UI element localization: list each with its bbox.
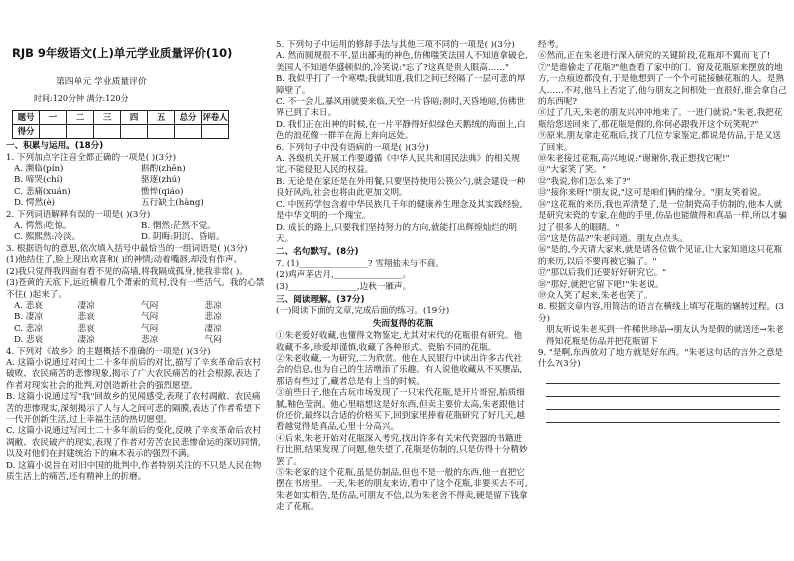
exam-time: 时间:120分钟 满分:120分 xyxy=(34,93,129,103)
answer-option: B. 凄凉 xyxy=(14,312,43,323)
score-table-cell: 三 xyxy=(94,111,121,125)
answer-option: 悲凉 xyxy=(141,335,159,346)
question-text: 3. 根据语句的意思,依次填入括号中最恰当的一组词语是( )(3分) xyxy=(6,243,248,254)
question-text: 7. (1)________________? 雪翔盐未与不商。 xyxy=(276,258,444,269)
score-table-cell: 二 xyxy=(67,111,94,125)
score-table-cell xyxy=(94,125,121,139)
middle-column-body xyxy=(276,40,530,514)
question-text: ⑯"是的,今天请大家来,就是请各位做个见证,让大家知道这只花瓶的来历,以后不要再被它骗了。" xyxy=(538,245,783,267)
answer-option: 悲凉 xyxy=(204,312,222,323)
question-text: ⑨原来,朋友拿走花瓶后,找了几位专家鉴定,都说是仿品,于是又送了回来。 xyxy=(538,131,781,153)
answer-option: 气闷 xyxy=(141,312,159,323)
answer-options xyxy=(6,198,268,209)
score-table-cell: 一 xyxy=(40,111,67,125)
score-table-score-row xyxy=(13,125,229,139)
right-column-body xyxy=(538,40,788,423)
question-text: (3)________________,边秋一雁声。 xyxy=(276,281,412,292)
answer-option: C. 悲痛(xuán) xyxy=(14,186,71,197)
answer-option: 悲哀 xyxy=(77,312,95,323)
question-text: D. 成长的路上,只要我们坚持努力的方向,就能打出辉煌灿烂的明天。 xyxy=(276,222,517,244)
article-title: 失而复得的花瓶 xyxy=(372,318,434,329)
answer-option: C. 熙熙然:冷淡。 xyxy=(14,232,81,243)
question-text: B. 我似乎打了一个寒噤;我就知道,我们之间已经隔了一层可悲的厚障壁了。 xyxy=(276,74,526,96)
question-text: D. 这篇小说旨在对旧中国的批判中,作者特别关注的不只是人民在物质生活上的痛苦,还有精神上的折磨。 xyxy=(6,460,262,482)
question-text: C. 这篇小说通过写闰土二十多年前后的变化,反映了辛亥革命后农村凋敝、农民破产的现实,表现了作者对劳苦农民悲惨命运的深切同情,以及对他们在封建统治下的麻木表示的强烈不满。 xyxy=(6,426,262,460)
question-text: ③前些日子,他在古玩市场发现了一只宋代花瓶,是开片哥窑,胎质细腻,釉色莹润。他心里暗想这是好东西,但卖主要价太高,朱老跟他讨价还价,最终以合适的价格买下,回到家里捧着花瓶研究了好几天,越看越觉得是真品,心里十分高兴。 xyxy=(276,388,525,433)
answer-options xyxy=(6,301,268,312)
answer-options xyxy=(6,187,268,198)
score-table xyxy=(12,110,229,139)
right-column xyxy=(538,0,788,561)
answer-options xyxy=(6,232,268,243)
question-text: (2)鸡声茅店月,________________。 xyxy=(276,270,412,281)
question-text: 6. 下列句子中没有语病的一项是( )(3分) xyxy=(276,142,429,153)
answer-option: B. 惘然:茫然不觉。 xyxy=(141,221,216,232)
left-column-body xyxy=(6,141,268,483)
answer-options xyxy=(6,312,268,323)
answer-option: 气闷 xyxy=(204,335,222,346)
answer-option: 凄凉 xyxy=(77,335,95,346)
score-table-cell: 得分 xyxy=(13,125,40,139)
question-text: 经考。 xyxy=(538,40,564,50)
question-text: 2. 下列词语解释有误的一项是( )(3分) xyxy=(6,209,151,220)
question-text: (1)他结住了,脸上现出欢喜和( )的神情;动着嘴唇,却没有作声。 xyxy=(6,255,243,266)
question-text: ①朱老爱好收藏,也懂得文物鉴定,尤其对宋代的花瓶很有研究。他收藏不多,珍爱却谨慎,收藏了各种形式、瓷胎不同的花瓶。 xyxy=(276,331,523,353)
question-text: (2)我只觉得我四面有看不见的高墙,将我隔成孤身,使我非常( )。 xyxy=(6,266,248,277)
answer-option: C. 悲凉 xyxy=(14,323,43,334)
question-text: ⑦"是谁偷走了花瓶?"他查看了家中的门、窗及花瓶原来摆放的地方,一点痕迹都没有,于是他想到了一个个可能接触花瓶的人。是熟人……不对,他马上否定了,他与朋友之间相处一直很好,谁会拿自己的东西呢? xyxy=(538,62,787,108)
question-text: ⑱"那好,就把它留下吧!"朱老说。 xyxy=(538,279,664,290)
answer-option: 气闷 xyxy=(141,323,159,334)
score-table-cell: 评卷人 xyxy=(202,111,229,125)
answer-option: D. 愕然(è) xyxy=(14,198,56,209)
answer-line[interactable] xyxy=(546,388,780,397)
question-text: 8. 根据文章内容,用简洁的语言在横线上填写花瓶的辗转过程。(3分) xyxy=(538,302,784,324)
question-text: ⑤朱老家的这个花瓶,虽是仿制品,但也不是一般的东西,他一直把它摆在书房里。一天,朱老的朋友来访,看中了这个花瓶,非要买去不可,朱老如实相告,是仿品,可朋友不信,以为朱老舍不得卖,硬是留下钱拿走了花瓶。 xyxy=(276,468,528,513)
question-text: (3)苍黄的天底下,远近横着几个萧索的荒村,没有一些活气。我的心禁不住( )起来了。 xyxy=(6,278,265,300)
answer-options xyxy=(6,221,268,232)
question-text: A. 这篇小说通过对闰土二十多年前后的对比,描写了辛亥革命后农村破败、农民痛苦的悲惨现象,揭示了广大农民痛苦的社会根源,表达了作者对现实社会的批判,对创造新社会的强烈愿望。 xyxy=(6,357,262,391)
question-text: 1. 下列加点字注音全都正确的一项是( )(3分) xyxy=(6,152,177,163)
left-column xyxy=(6,0,268,561)
answer-option: D. 悲哀 xyxy=(14,335,44,346)
question-text: ⑰"那以后我们还要好好研究它。" xyxy=(538,268,667,279)
answer-option: D. 阴晦:阴沉、昏暗。 xyxy=(141,232,225,243)
answer-options xyxy=(6,335,268,346)
section-heading: 一、积累与运用。(18分) xyxy=(6,141,104,152)
score-table-cell: 总分 xyxy=(175,111,202,125)
question-text: C. 不一会儿,暴风雨就要来临,天空一片昏暗;刹时,天昏地暗,仿佛世界已到了末日。 xyxy=(276,97,525,119)
question-text: ⑩朱老接过花瓶,高兴地说:"谢谢你,我正想找它呢!" xyxy=(538,154,730,165)
score-table-cell xyxy=(67,125,94,139)
score-table-cell: 五 xyxy=(148,111,175,125)
middle-column xyxy=(276,0,530,561)
score-table-cell: 题号 xyxy=(13,111,40,125)
question-text: ⑬"接你来呀!"朋友说,"这可是咱们俩的缘分。"朋友笑着说。 xyxy=(538,188,767,199)
answer-line[interactable] xyxy=(546,414,780,423)
answer-option: A. 愕然:吃惊。 xyxy=(14,221,72,232)
score-table-cell xyxy=(148,125,175,139)
answer-option: B. 啼哭(chí) xyxy=(14,175,63,186)
answer-option: 憔悴(qiáo) xyxy=(141,186,184,197)
question-text: C. 中医药学包含着中华民族几千年的健康养生理念及其实践经验,是中华文明的一个瑰宝。 xyxy=(276,199,523,222)
page-title: RJB 9年级语文(上)单元学业质量评价(10) xyxy=(12,46,233,60)
question-text: ⑪"大家笑了笑。" xyxy=(538,165,607,176)
answer-options xyxy=(6,175,268,186)
score-table-cell xyxy=(121,125,148,139)
answer-option: 斟酌(zhēn) xyxy=(141,164,186,175)
score-table-cell xyxy=(202,125,229,139)
answer-options xyxy=(6,164,268,175)
answer-option: 悲凉 xyxy=(204,300,222,311)
question-text: ⑧过了几天,朱老的朋友兴冲冲地来了。一进门就说:"朱老,我把花瓶给您送回来了,那花瓶是假的,你何必跟我开这个玩笑呢?" xyxy=(538,108,783,130)
score-table-header-row xyxy=(13,111,229,125)
question-text: (一)阅读下面的文章,完成后面的练习。(19分) xyxy=(276,306,450,317)
answer-option: 五行缺土(hàng) xyxy=(141,198,204,209)
answer-options xyxy=(6,324,268,335)
question-text: ⑫"我说,你们怎么来了?" xyxy=(538,176,631,187)
question-text: ⑥然而,正在朱老进行深入研究的关键阶段,花瓶却不翼而飞了! xyxy=(538,51,771,62)
question-text: 4. 下列对《故乡》的主题概括不准确的一项是( )(3分) xyxy=(6,346,211,357)
question-text: A. 各级机关开展工作要遵循《中华人民共和国民法典》的相关规定,不能侵犯人民的权益。 xyxy=(276,154,520,176)
question-text: D. 我们正在出神的时候,在一片平静得好似绿色天鹅绒的海面上,白色的浪花像一群羊在海上奔向远处。 xyxy=(276,119,526,142)
score-table-cell: 四 xyxy=(121,111,148,125)
answer-option: 驱逐(zhú) xyxy=(141,175,181,186)
flow-answer: 朋友听说朱老买到一件稀世珍品→朋友认为是假的就送还→朱老得知花瓶是仿品并把花瓶留下 xyxy=(546,325,784,347)
question-text: 5. 下列句子中运用的修辞手法与其他三项不同的一项是( )(3分) xyxy=(276,40,515,50)
question-text: ⑭"这花瓶的来历,我也弄清楚了,是一位制瓷高手仿制的,他本人就是研究宋瓷的专家,在他的手里,仿品也能做得和真品一样,所以才骗过了很多人的眼睛。" xyxy=(538,199,787,233)
answer-option: 凄凉 xyxy=(204,323,222,334)
question-text: A. 然而圆规很不平,显出鄙夷的神色,仿佛嗤笑法国人不知道拿破仑,美国人不知道华盛顿似的,冷笑说:"忘了?这真是贵人眼高……" xyxy=(276,51,528,73)
question-text: B. 无论是在家还是在外用餐,只要坚持使用公筷公勺,就会建设一种良好风尚,社会也将由此更加文明。 xyxy=(276,176,526,199)
section-heading: 二、名句默写。(8分) xyxy=(276,247,359,258)
answer-option: 气闷 xyxy=(141,300,159,311)
answer-option: A. 濒临(pín) xyxy=(14,164,64,175)
score-table-cell xyxy=(40,125,67,139)
answer-option: 凄凉 xyxy=(77,300,95,311)
answer-line[interactable] xyxy=(546,375,780,384)
question-text: ⑲众人笑了起来,朱老也笑了。 xyxy=(538,290,653,301)
answer-option: A. 悲哀 xyxy=(14,300,43,311)
question-text: ④后来,朱老开始对花瓶深入考究,找出许多有关宋代瓷器的书籍进行比照,结果发现了问题,他失望了,花瓶是仿制的,只是仿得十分精妙罢了。 xyxy=(276,433,528,467)
question-text: 9. "是啊,东西放对了地方就是好东西。"朱老这句话的言外之意是什么?(3分) xyxy=(538,347,784,370)
question-text: ②朱老收藏,一为研究,二为欣赏。他在人民银行中读出许多古代社会的信息,也为自己的生活增添了乐趣。有人说他收藏从不买赝品,那话有些过了,藏者总是有上当的时候。 xyxy=(276,353,523,387)
question-text: ⑮"这是仿品?"朱老问道。朋友点点头。 xyxy=(538,233,689,244)
unit-subtitle: 第四单元 学业质量评价 xyxy=(56,77,147,88)
answer-line[interactable] xyxy=(546,401,780,410)
score-table-cell xyxy=(175,125,202,139)
question-text: B. 这篇小说通过写"我"回故乡的见闻感受,表现了农村凋敝、农民痛苦的悲惨现实,深刻揭示了人与人之间可悲的隔膜,表达了作者希望下一代开创新生活,过上幸福生活的热切愿望。 xyxy=(6,392,261,425)
section-heading: 三、阅读理解。(37分) xyxy=(276,294,365,305)
answer-option: 悲哀 xyxy=(77,323,95,334)
